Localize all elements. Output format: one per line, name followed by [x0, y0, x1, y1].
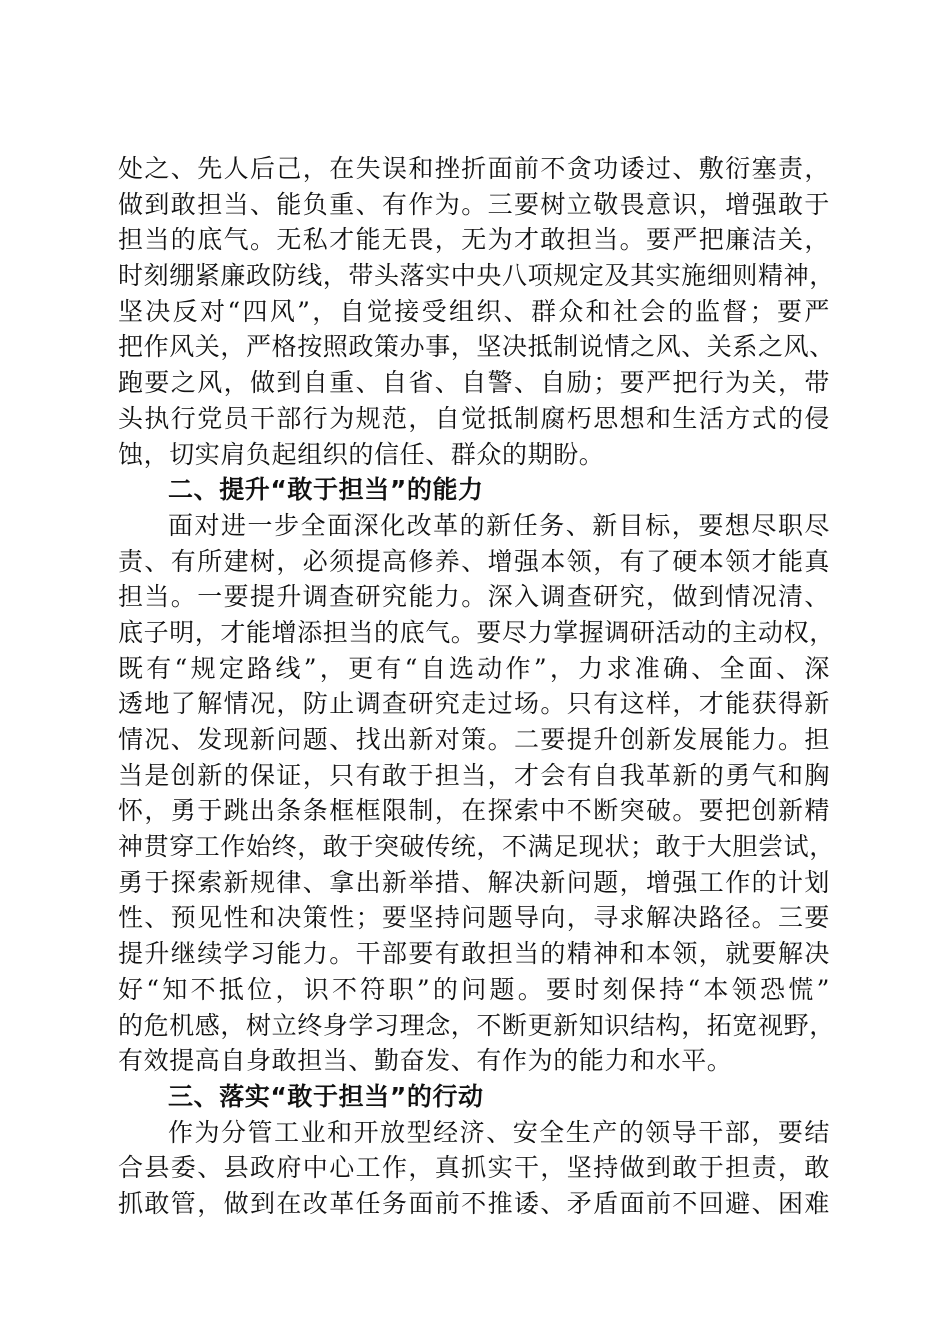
text-line: 面对进一步全面深化改革的新任务、新目标，要想尽职尽 [168, 510, 830, 540]
text-line: 的危机感，树立终身学习理念，不断更新知识结构，拓宽视野， [118, 1010, 835, 1040]
text-line: 处之、先人后己，在失误和挫折面前不贪功诿过、敷衍塞责， [118, 154, 830, 183]
text-line: 坚决反对“四风”，自觉接受组织、群众和社会的监督；要严 [118, 296, 830, 326]
body-text [118, 151, 835, 1222]
text-line: 勇于探索新规律、拿出新举措、解决新问题，增强工作的计划 [118, 867, 830, 897]
text-line: 好“知不抵位，识不符职”的问题。要时刻保持“本领恐慌” [118, 974, 830, 1004]
text-line: 把作风关，严格按照政策办事，坚决抵制说情之风、关系之风、 [118, 332, 835, 362]
text-line: 当是创新的保证，只有敢于担当，才会有自我革新的勇气和胸 [118, 760, 830, 790]
section-heading-2: 二、提升“敢于担当”的能力 [168, 475, 484, 505]
text-line: 底子明，才能增添担当的底气。要尽力掌握调研活动的主动权， [118, 617, 835, 647]
text-line: 既有“规定路线”，更有“自选动作”，力求准确、全面、深 [118, 653, 830, 683]
text-line: 作为分管工业和开放型经济、安全生产的领导干部，要结 [168, 1117, 830, 1147]
text-line: 神贯穿工作始终，敢于突破传统，不满足现状；敢于大胆尝试， [118, 832, 835, 862]
text-line: 性、预见性和决策性；要坚持问题导向，寻求解决路径。三要 [118, 903, 830, 933]
text-line: 有效提高自身敢担当、勤奋发、有作为的能力和水平。 [118, 1046, 733, 1076]
text-line: 头执行党员干部行为规范，自觉抵制腐朽思想和生活方式的侵 [118, 403, 830, 433]
text-line: 抓敢管，做到在改革任务面前不推诿、矛盾面前不回避、困难 [118, 1188, 830, 1218]
text-line: 情况、发现新问题、找出新对策。二要提升创新发展能力。担 [118, 725, 830, 754]
text-line: 跑要之风，做到自重、自省、自警、自励；要严把行为关，带 [118, 368, 830, 398]
text-line: 做到敢担当、能负重、有作为。三要树立敬畏意识，增强敢于 [118, 189, 830, 219]
text-line: 担当的底气。无私才能无畏，无为才敢担当。要严把廉洁关， [118, 225, 830, 255]
text-line: 提升继续学习能力。干部要有敢担当的精神和本领，就要解决 [118, 939, 830, 969]
text-line: 担当。一要提升调查研究能力。深入调查研究，做到情况清、 [118, 582, 830, 612]
text-line: 时刻绷紧廉政防线，带头落实中央八项规定及其实施细则精神， [118, 261, 835, 291]
text-line: 怀，勇于跳出条条框框限制，在探索中不断突破。要把创新精 [118, 796, 830, 826]
text-line: 责、有所建树，必须提高修养、增强本领，有了硬本领才能真 [118, 546, 830, 576]
text-line: 蚀，切实肩负起组织的信任、群众的期盼。 [118, 439, 605, 469]
section-heading-3: 三、落实“敢于担当”的行动 [168, 1081, 484, 1111]
text-line: 合县委、县政府中心工作，真抓实干，坚持做到敢于担责，敢 [118, 1153, 830, 1183]
text-line: 透地了解情况，防止调查研究走过场。只有这样，才能获得新 [118, 689, 830, 719]
